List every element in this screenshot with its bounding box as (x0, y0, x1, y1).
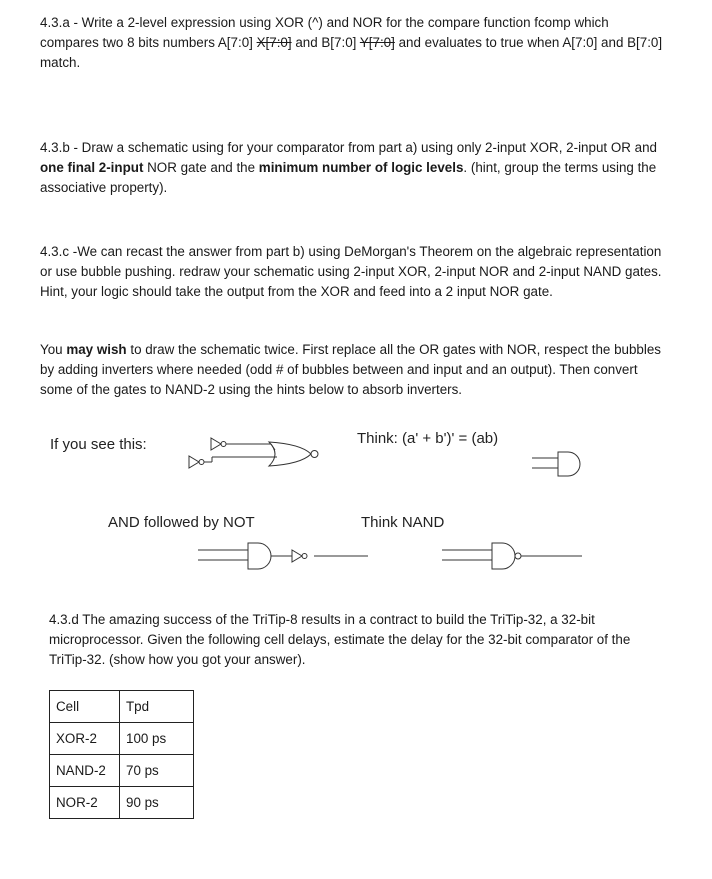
cell-name: NOR-2 (50, 787, 120, 819)
and-then-not-diagram (196, 540, 371, 574)
nand-bubble-icon (515, 553, 521, 559)
or-output-bubble-icon (311, 451, 318, 458)
think-nand-label: Think NAND (361, 514, 445, 531)
cell-name: NAND-2 (50, 755, 120, 787)
or-gate-icon (269, 442, 311, 466)
cell-name: XOR-2 (50, 723, 120, 755)
cell-delay-table (49, 690, 194, 819)
question-4-3-a-text: 4.3.a - Write a 2-level expression using XOR (^) and NOR for the compare function fcomp which compares two 8 bits numbers A[7:0] (40, 15, 609, 50)
question-4-3-b (40, 138, 668, 198)
instructions-text: You (40, 342, 67, 357)
question-4-3-b-bold-2: minimum number of logic levels (258, 160, 464, 175)
inverter-top-icon (211, 438, 221, 450)
and-gate-icon (558, 452, 580, 476)
question-4-3-c: 4.3.c -We can recast the answer from part b) using DeMorgan's Theorem on the algebraic representation or use bubble pushing. redraw your schematic using 2-input XOR, 2-input NOR and 2-input NAND gates. Hint, your logic should take the output from the XOR and feed into a 2 input NOR gate. (40, 244, 662, 299)
question-4-3-b-text-2: NOR gate and the (143, 160, 259, 175)
nand-gate-diagram (440, 540, 585, 574)
question-4-3-a-text-3: and evaluates to true when A[7:0] and B[7:0] match. (40, 35, 663, 70)
if-you-see-label: If you see this: (50, 436, 147, 453)
question-4-3-a (40, 13, 668, 73)
question-4-3-a-text-2: and B[7:0] (291, 35, 360, 50)
nand-gate-icon (492, 543, 515, 569)
think-demorgan-label: Think: (a' + b')' = (ab) (357, 430, 499, 447)
instructions-paragraph (40, 340, 668, 400)
header-cell: Cell (50, 691, 120, 723)
table-row (50, 755, 194, 787)
and-gate-diagram (530, 450, 580, 480)
cell-tpd: 70 ps (120, 755, 194, 787)
or-with-inverted-inputs-diagram (185, 438, 335, 478)
table-header-row (50, 691, 194, 723)
question-4-3-d: 4.3.d The amazing success of the TriTip-8 results in a contract to build the TriTip-32, a 32-bit microprocessor. Given the following cell delays, estimate the delay for the 32-bit comparator of the TriTip-32. (show how you got your answer). (49, 612, 631, 667)
and-gate-2-icon (248, 543, 271, 569)
struck-y-bus: Y[7:0] (359, 35, 395, 50)
inverter-bottom-icon (189, 456, 199, 468)
instructions-bold: may wish (66, 342, 127, 357)
and-not-label: AND followed by NOT (108, 514, 255, 531)
table-row (50, 787, 194, 819)
question-4-3-b-bold-1: one final 2-input (40, 160, 144, 175)
not-gate-icon (292, 550, 302, 562)
cell-tpd: 100 ps (120, 723, 194, 755)
table-row (50, 723, 194, 755)
question-4-3-b-text-3: . (hint, group the terms using the associative property). (40, 160, 657, 195)
struck-x-bus: X[7:0] (256, 35, 292, 50)
instructions-text-2: to draw the schematic twice. First replace all the OR gates with NOR, respect the bubbles by adding inverters where needed (odd # of bubbles between and input and an output). Then convert some of the gates to NAND-2 using the hints below to absorb inverters. (40, 342, 661, 397)
question-4-3-b-text: 4.3.b - Draw a schematic using for your comparator from part a) using only 2-input XOR, 2-input OR and (40, 140, 657, 155)
header-tpd: Tpd (120, 691, 194, 723)
cell-tpd: 90 ps (120, 787, 194, 819)
